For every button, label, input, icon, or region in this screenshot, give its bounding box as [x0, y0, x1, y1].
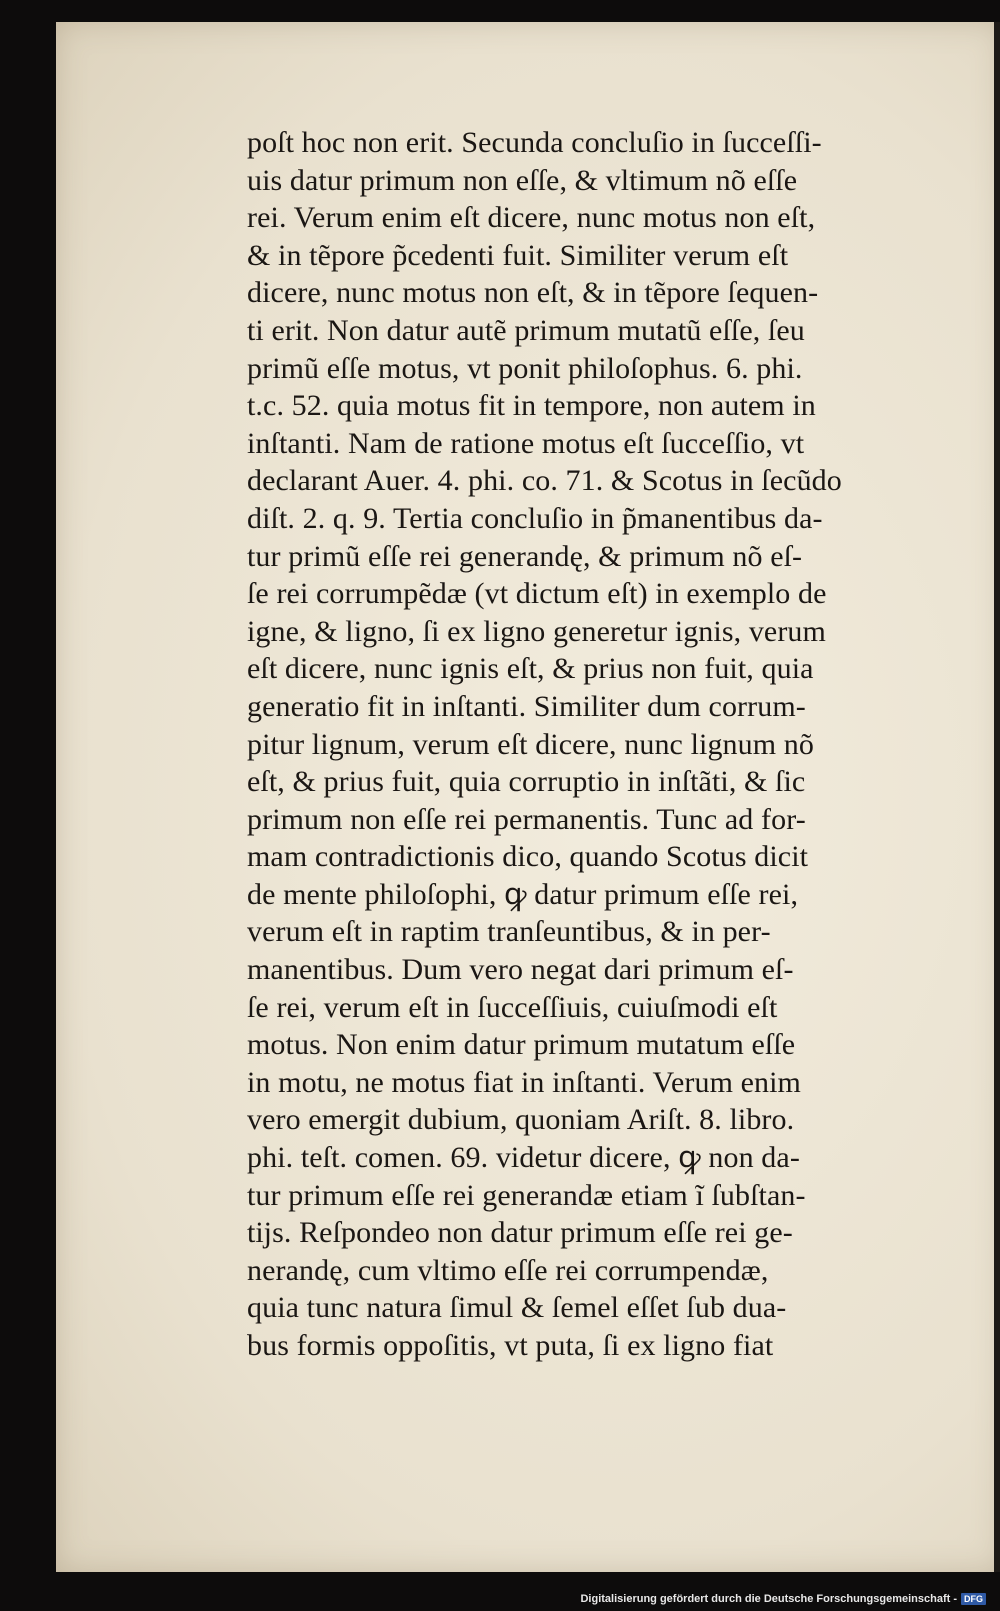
text-line: diſt. 2. q. 9. Tertia concluſio in p̃manentibus da- — [247, 501, 823, 535]
text-line: rei. Verum enim eſt dicere, nunc motus non eſt, — [247, 201, 816, 235]
body-text — [247, 124, 947, 1365]
text-line: declarant Auer. 4. phi. co. 71. & Scotus in ſecũdo — [247, 464, 842, 498]
text-line: uis datur primum non eſſe, & vltimum nõ eſſe — [247, 163, 798, 197]
text-line: dicere, nunc motus non eſt, & in tẽpore ſequen- — [247, 276, 819, 310]
text-line: verum eſt in raptim tranſeuntibus, & in per- — [247, 915, 771, 949]
text-line: eſt, & prius fuit, quia corruptio in inſtãti, & ſic — [247, 765, 806, 799]
footer-text: Digitalisierung gefördert durch die Deutsche Forschungsgemeinschaft - — [580, 1593, 957, 1605]
text-line: t.c. 52. quia motus fit in tempore, non autem in — [247, 389, 816, 423]
text-line: ti erit. Non datur autẽ primum mutatũ eſſe, ſeu — [247, 313, 805, 347]
text-line: tur primum eſſe rei generandæ etiam ĩ ſubſtan- — [247, 1178, 806, 1212]
text-line: vero emergit dubium, quoniam Ariſt. 8. libro. — [247, 1103, 795, 1137]
text-line: ſe rei, verum eſt in ſucceſſiuis, cuiuſmodi eſt — [247, 990, 778, 1024]
text-line: mam contradictionis dico, quando Scotus dicit — [247, 840, 809, 874]
text-line: inſtanti. Nam de ratione motus eſt ſucceſſio, vt — [247, 426, 805, 460]
text-line: primum non eſſe rei permanentis. Tunc ad for- — [247, 802, 806, 836]
text-line: pitur lignum, verum eſt dicere, nunc lignum nõ — [247, 727, 814, 761]
dfg-logo: DFG — [961, 1593, 986, 1605]
text-line: igne, & ligno, ſi ex ligno generetur ignis, verum — [247, 614, 826, 648]
text-line: manentibus. Dum vero negat dari primum eſ- — [247, 953, 794, 987]
text-line: eſt dicere, nunc ignis eſt, & prius non fuit, quia — [247, 652, 814, 686]
footer-credit — [580, 1593, 986, 1605]
text-line: de mente philoſophi, ꝙ datur primum eſſe rei, — [247, 877, 799, 911]
text-line: tur primũ eſſe rei generandę, & primum nõ eſ- — [247, 539, 803, 573]
text-line: in motu, ne motus fiat in inſtanti. Verum enim — [247, 1065, 801, 1099]
text-line: poſt hoc non erit. Secunda concluſio in ſucceſſi- — [247, 126, 822, 159]
text-line: motus. Non enim datur primum mutatum eſſe — [247, 1028, 796, 1062]
text-line: phi. teſt. comen. 69. videtur dicere, ꝙ non da- — [247, 1141, 800, 1175]
text-line: & in tẽpore p̃cedenti fuit. Similiter verum eſt — [247, 238, 789, 272]
text-line: generatio fit in inſtanti. Similiter dum corrum- — [247, 689, 806, 723]
text-line: bus formis oppoſitis, vt puta, ſi ex ligno fiat — [247, 1329, 774, 1362]
text-line: tĳs. Reſpondeo non datur primum eſſe rei ge- — [247, 1216, 793, 1250]
text-line: ſe rei corrumpẽdæ (vt dictum eſt) in exemplo de — [247, 577, 827, 611]
text-line: nerandę, cum vltimo eſſe rei corrumpendæ, — [247, 1253, 769, 1287]
page-edge — [994, 22, 1000, 1572]
text-line: primũ eſſe motus, vt ponit philoſophus. 6. phi. — [247, 351, 803, 385]
text-line: quia tunc natura ſimul & ſemel eſſet ſub dua- — [247, 1291, 787, 1325]
